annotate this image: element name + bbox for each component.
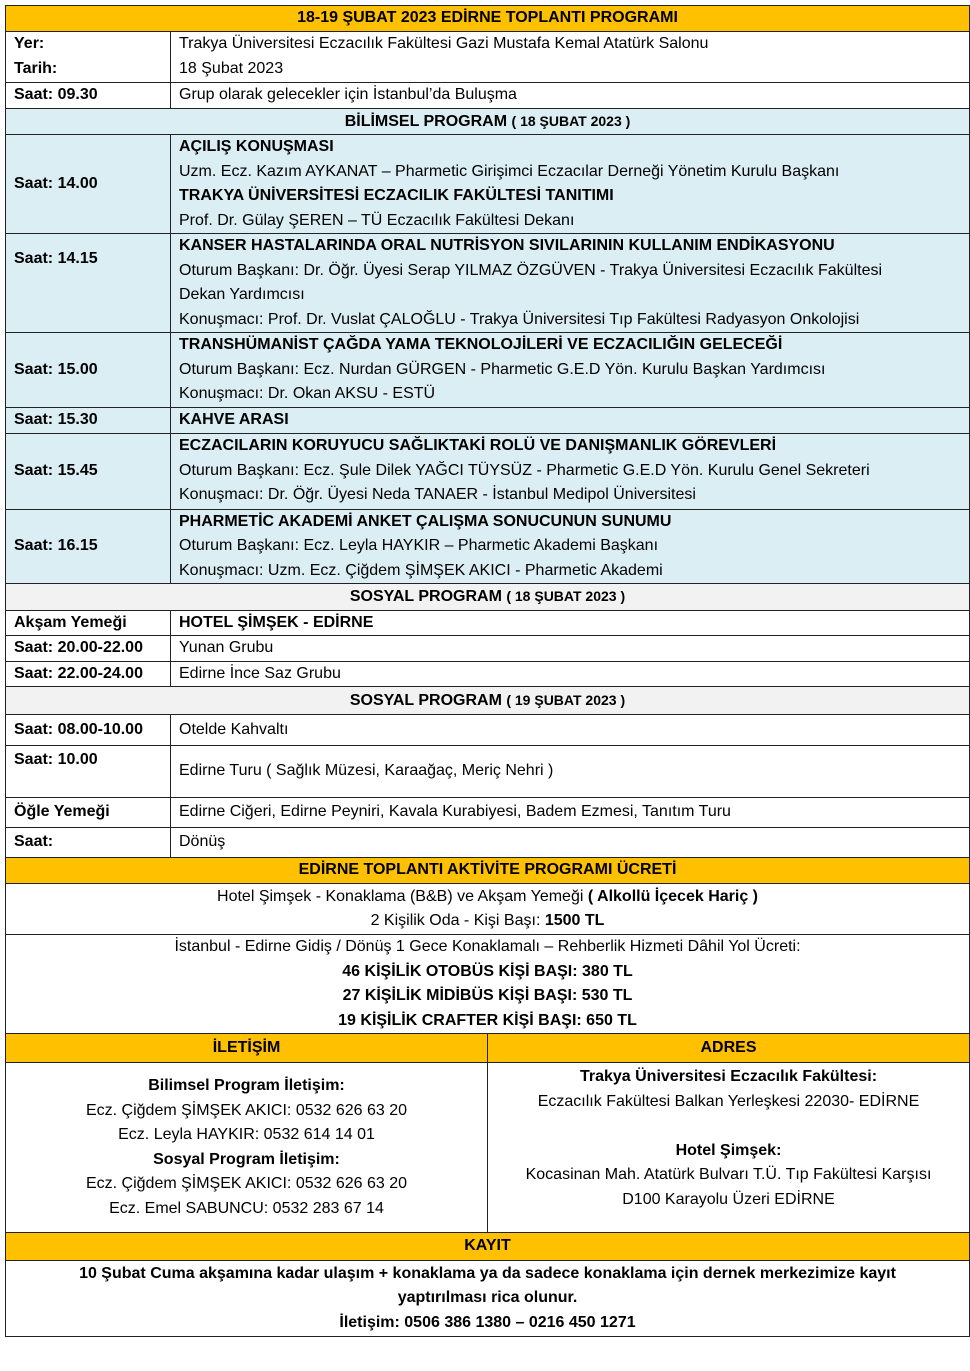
contact-section-title: Bilimsel Program İletişim: — [148, 1077, 345, 1094]
fee-room-line — [14, 909, 961, 934]
social-value: Edirne Turu ( Sağlık Müzesi, Karaağaç, Meriç Nehri ) — [171, 746, 970, 798]
session-content — [171, 509, 970, 584]
fee-room-text: 2 Kişilik Oda - Kişi Başı: — [370, 912, 541, 929]
registration-heading: KAYIT — [6, 1233, 970, 1261]
address-heading: ADRES — [488, 1034, 970, 1063]
social-value: Dönüş — [171, 828, 970, 858]
social-label: Saat: 20.00-22.00 — [6, 636, 171, 662]
session-title: AÇILIŞ KONUŞMASI — [179, 138, 334, 155]
fee-hotel-text: Hotel Şimşek - Konaklama (B&B) ve Akşam Yemeği — [217, 887, 584, 905]
social-heading-text: SOSYAL PROGRAM — [349, 691, 502, 709]
session-chair: Oturum Başkanı: Ecz. Nurdan GÜRGEN - Pharmetic G.E.D Yön. Kurulu Başkan Yardımcısı — [179, 360, 826, 378]
session-title: TRAKYA ÜNİVERSİTESİ ECZACILIK FAKÜLTESİ TANITIMI — [179, 187, 614, 204]
session-title: TRANSHÜMANİST ÇAĞDA YAMA TEKNOLOJİLERİ VE ECZACILIĞIN GELECEĞİ — [179, 336, 783, 353]
social-row — [6, 610, 970, 636]
session-row — [6, 234, 970, 333]
social-label: Öğle Yemeği — [6, 798, 171, 828]
fee-hotel-note: ( Alkollü İçecek Hariç ) — [587, 887, 758, 905]
social-label: Saat: 10.00 — [6, 746, 171, 798]
social-row — [6, 828, 970, 858]
session-title: KANSER HASTALARINDA ORAL NUTRİSYON SIVILARININ KULLANIM ENDİKASYONU — [179, 237, 835, 254]
fee-heading: EDİRNE TOPLANTI AKTİVİTE PROGRAMI ÜCRETİ — [6, 858, 970, 884]
page-title: 18-19 ŞUBAT 2023 EDİRNE TOPLANTI PROGRAMI — [6, 6, 970, 32]
meeting-time: Saat: 09.30 — [6, 82, 171, 108]
fee-transport-option: 27 KİŞİLİK MİDİBÜS KİŞİ BAŞI: 530 TL — [342, 987, 633, 1004]
program-document — [5, 5, 969, 1337]
session-row — [6, 333, 970, 408]
session-chair-continued: Dekan Yardımcısı — [179, 286, 305, 303]
address-line: Kocasinan Mah. Atatürk Bulvarı T.Ü. Tıp Fakültesi Karşısı — [525, 1166, 932, 1183]
session-time: Saat: 14.00 — [6, 135, 171, 234]
contact-person: Ecz. Leyla HAYKIR: 0532 614 14 01 — [118, 1126, 375, 1143]
location-date-labels — [6, 31, 171, 82]
fee-hotel-block — [6, 884, 970, 935]
session-title: ECZACILARIN KORUYUCU SAĞLIKTAKİ ROLÜ VE DANIŞMANLIK GÖREVLERİ — [179, 437, 777, 455]
registration-block — [6, 1261, 970, 1337]
session-speaker: Konuşmacı: Dr. Okan AKSU - ESTÜ — [179, 385, 436, 402]
session-speaker: Uzm. Ecz. Kazım AYKANAT – Pharmetic Girişimci Eczacılar Derneği Yönetim Kurulu Başkanı — [179, 162, 840, 180]
contact-block — [6, 1063, 488, 1233]
date-value: 18 Şubat 2023 — [179, 59, 284, 77]
session-speaker: Konuşmacı: Prof. Dr. Vuslat ÇALOĞLU - Trakya Üniversitesi Tıp Fakültesi Radyasyon Onkolojisi — [179, 310, 860, 328]
address-title: Hotel Şimşek: — [675, 1141, 782, 1159]
social-heading-text: SOSYAL PROGRAM — [349, 588, 502, 605]
social-program-heading — [6, 584, 970, 611]
session-row — [6, 407, 970, 433]
social-row — [6, 798, 970, 828]
meeting-description: Grup olarak gelecekler için İstanbul’da Buluşma — [171, 82, 970, 108]
scientific-program-heading — [6, 108, 970, 135]
session-content — [171, 433, 970, 509]
social-heading-date: ( 19 ŞUBAT 2023 ) — [506, 691, 626, 708]
location-date-values — [171, 31, 970, 82]
location-value: Trakya Üniversitesi Eczacılık Fakültesi Gazi Mustafa Kemal Atatürk Salonu — [179, 35, 709, 52]
social-label: Saat: — [6, 828, 171, 858]
fee-hotel-line — [14, 885, 961, 910]
fee-transport-block — [6, 935, 970, 1034]
session-time: Saat: 15.30 — [6, 407, 171, 433]
location-label: Yer: — [14, 35, 45, 52]
fee-transport-line: İstanbul - Edirne Gidiş / Dönüş 1 Gece Konaklamalı – Rehberlik Hizmeti Dâhil Yol Ücreti: — [174, 938, 801, 955]
social-row — [6, 715, 970, 746]
social-value: Edirne Ciğeri, Edirne Peyniri, Kavala Kurabiyesi, Badem Ezmesi, Tanıtım Turu — [171, 798, 970, 828]
address-line: D100 Karayolu Üzeri EDİRNE — [622, 1190, 835, 1208]
session-time: Saat: 14.15 — [6, 234, 171, 333]
contact-person: Ecz. Çiğdem ŞİMŞEK AKICI: 0532 626 63 20 — [85, 1175, 408, 1192]
session-time: Saat: 16.15 — [6, 509, 171, 584]
address-line: Eczacılık Fakültesi Balkan Yerleşkesi 22030- EDİRNE — [537, 1092, 920, 1110]
session-speaker: Konuşmacı: Uzm. Ecz. Çiğdem ŞİMŞEK AKICI - Pharmetic Akademi — [179, 561, 663, 579]
social-label: Saat: 22.00-24.00 — [6, 661, 171, 687]
social-value: Yunan Grubu — [171, 636, 970, 662]
social-row — [6, 636, 970, 662]
registration-text: 10 Şubat Cuma akşamına kadar ulaşım + konaklama ya da sadece konaklama için dernek merkezimize kayıt yaptırılması rica olunur. — [79, 1264, 896, 1307]
contact-heading: İLETİŞİM — [6, 1034, 488, 1063]
session-time: Saat: 15.45 — [6, 433, 171, 509]
address-spacer — [496, 1114, 961, 1139]
contact-person: Ecz. Çiğdem ŞİMŞEK AKICI: 0532 626 63 20 — [85, 1101, 408, 1119]
fee-transport-option: 19 KİŞİLİK CRAFTER KİŞİ BAŞI: 650 TL — [338, 1011, 637, 1029]
session-time: Saat: 15.00 — [6, 333, 171, 408]
date-label: Tarih: — [14, 59, 58, 77]
social-heading-date: ( 18 ŞUBAT 2023 ) — [506, 588, 626, 604]
social-label: Akşam Yemeği — [6, 610, 171, 636]
social-value: Otelde Kahvaltı — [171, 715, 970, 746]
social-row — [6, 746, 970, 798]
social-program-heading — [6, 687, 970, 715]
scientific-heading-date: ( 18 ŞUBAT 2023 ) — [511, 112, 631, 129]
session-content — [171, 234, 970, 333]
session-row — [6, 433, 970, 509]
session-content — [171, 333, 970, 408]
session-row — [6, 509, 970, 584]
contact-person: Ecz. Emel SABUNCU: 0532 283 67 14 — [109, 1199, 384, 1217]
session-row — [6, 135, 970, 234]
fee-transport-option: 46 KİŞİLİK OTOBÜS KİŞİ BAŞI: 380 TL — [342, 962, 633, 980]
session-title: KAHVE ARASI — [171, 407, 970, 433]
session-speaker: Konuşmacı: Dr. Öğr. Üyesi Neda TANAER - İstanbul Medipol Üniversitesi — [179, 486, 696, 504]
fee-room-price: 1500 TL — [544, 912, 605, 929]
contact-section-title: Sosyal Program İletişim: — [153, 1150, 340, 1168]
session-chair: Oturum Başkanı: Ecz. Leyla HAYKIR – Pharmetic Akademi Başkanı — [179, 537, 659, 554]
session-content — [171, 135, 970, 234]
program-table — [5, 5, 970, 1337]
social-label: Saat: 08.00-10.00 — [6, 715, 171, 746]
social-value: HOTEL ŞİMŞEK - EDİRNE — [171, 610, 970, 636]
scientific-heading-text: BİLİMSEL PROGRAM — [344, 112, 508, 130]
address-block — [488, 1063, 970, 1233]
session-chair: Oturum Başkanı: Ecz. Şule Dilek YAĞCI TÜYSÜZ - Pharmetic G.E.D Yön. Kurulu Genel Sekreteri — [179, 461, 870, 479]
social-row — [6, 661, 970, 687]
session-title: PHARMETİC AKADEMİ ANKET ÇALIŞMA SONUCUNUN SUNUMU — [179, 512, 672, 530]
session-chair: Oturum Başkanı: Dr. Öğr. Üyesi Serap YILMAZ ÖZGÜVEN - Trakya Üniversitesi Eczacılık Fakültesi — [179, 261, 883, 279]
social-value: Edirne İnce Saz Grubu — [171, 661, 970, 687]
address-title: Trakya Üniversitesi Eczacılık Fakültesi: — [579, 1068, 878, 1085]
registration-contact: İletişim: 0506 386 1380 – 0216 450 1271 — [339, 1313, 636, 1331]
session-speaker: Prof. Dr. Gülay ŞEREN – TÜ Eczacılık Fakültesi Dekanı — [179, 211, 575, 229]
